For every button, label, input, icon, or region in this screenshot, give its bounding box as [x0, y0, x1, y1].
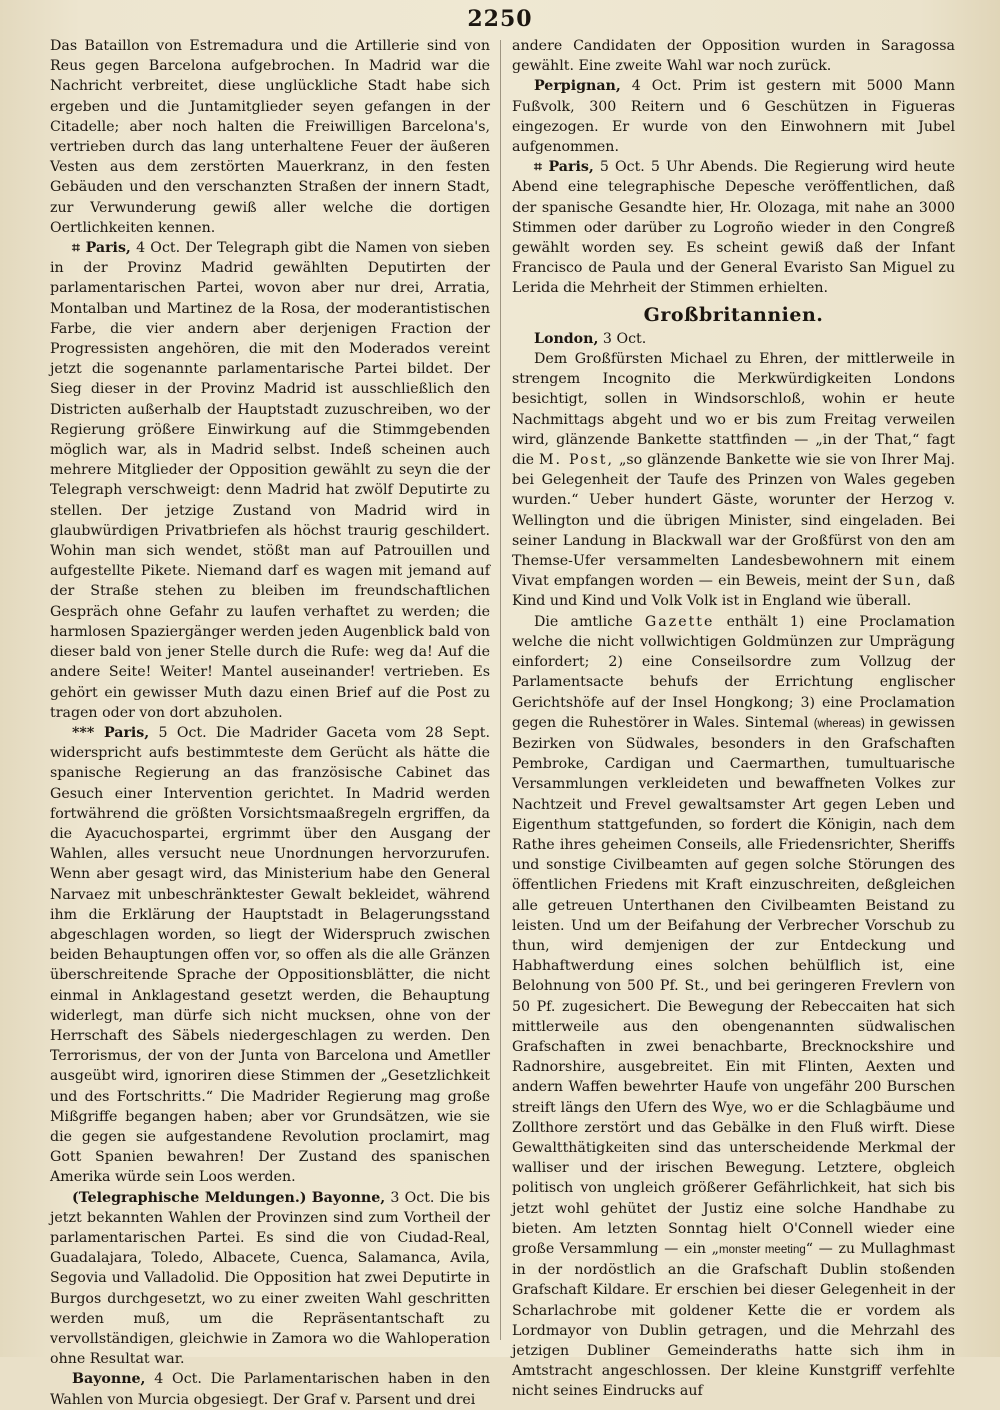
foreign-term: monster meeting — [719, 1243, 806, 1256]
dateline-date: 4 Oct. — [136, 240, 181, 257]
dateline-date: 4 Oct. — [631, 78, 682, 95]
column-divider — [500, 40, 501, 1340]
section-label: (Telegraphische Meldungen.) — [72, 1189, 307, 1206]
dateline-place: Bayonne, — [72, 1371, 146, 1388]
dateline-date: 4 Oct. — [154, 1371, 202, 1388]
article-text: Dem Großfürsten Michael zu Ehren, der mittlerweile in strengem Incognito die Merkwürdigkeiten Londons besichtigt, sollen in Windsorschloß, wohin er heute Nachmittags abgeht und wo er bis zum Freitag verweilen wird, glänzende Bankette stattfinden — „in der That,“ fagt die — [512, 351, 955, 469]
article-paragraph: Das Bataillon von Estremadura und die Artillerie sind von Reus gegen Barcelona aufgebrochen. In Madrid war die Nachricht verbreitet, diese unglückliche Stadt habe sich ergeben und die Juntamitglieder seyen gefangen in der Citadelle; aber noch halten die Freiwilligen Barcelona's, vertrieben durch das lang unterhaltene Feuer der äußeren Vesten aus dem zerstörten Mauerkranz, in den festen Gebäuden und den verschanzten Straßen der innern Stadt, zur Verwunderung gewiß aller welche die dortigen Oertlichkeiten kennen. — [50, 38, 490, 236]
article-paragraph — [512, 612, 955, 1402]
dateline-place: ⌗ Paris, — [534, 159, 594, 176]
article-text: Die Regierung wird heute Abend eine telegraphische Depesche veröffentlichen, daß der spanische Gesandte hier, Hr. Olozaga, mit nahe an 3000 Stimmen oder darüber zu Logroño wieder in den Congreß gewählt worden sey. Es scheint gewiß daß der Infant Francisco de Paula und der General Evaristo San Miguel zu Lerida die Mehrheit der Stimmen erhielten. — [512, 159, 956, 297]
page-number: 2250 — [467, 6, 533, 32]
dateline-date: 5 Oct. — [158, 724, 207, 741]
article-text: in gewissen Bezirken von Südwales, besonders in den Grafschaften Pembroke, Cardigan und Caermarthen, tumultuarische Versammlungen verkleideten und bewaffneten Volkes zur Nachtzeit und Frevel gewaltsamster Art gegen Leben und Eigenthum stattgefunden, so fordert die Königin, nach dem Rathe ihres geheimen Conseils, alle Friedensrichter, Sheriffs und sonstige Civilbeamten auf gegen solche Störungen des öffentlichen Friedens mit Kraft einzuschreiten, deßgleichen alle getreuen Unterthanen den Civilbeamten Beistand zu leisten. Und um der Beifahung der Verbrecher Vorschub zu thun, wird demjenigen der zur Entdeckung und Habhaftwerdung eines solchen behülflich ist, eine Belohnung von 500 Pf. St., und bei geringeren Frevlern von 50 Pf. zugesichert. Die Bewegung der Rebeccaiten hat sich mittlerweile aus den obengenannten südwalischen Grafschaften in zwei benachbarte, Brecknockshire und Radnorshire, ausgebreitet. Ein mit Flinten, Aexten und andern Waffen bewehrter Haufe von ungefähr 200 Burschen streift längs den Ufern des Wye, wo er die Schlagbäume und Zollthore zerstört und das Gebälke in den Fluß wirft. Diese Gewaltthätigkeiten sind das unterscheidende Merkmal der walliser und der irischen Bewegung. Letztere, obgleich politisch von ungleich größerer Gefährlichkeit, hat sich bis jetzt wohl gehütet der Justiz eine solche Handhabe zu bieten. Am letzten Sonntag hielt O'Connell wieder eine große Versammlung — ein „ — [512, 714, 955, 1257]
article-paragraph — [50, 1188, 490, 1370]
dateline — [512, 329, 955, 349]
dateline-date: 3 Oct. — [602, 330, 647, 347]
dateline-place: London, — [534, 330, 599, 347]
article-paragraph — [512, 349, 955, 612]
article-paragraph — [50, 238, 490, 723]
newspaper-name: Gazette — [644, 613, 715, 630]
right-column — [512, 36, 956, 1400]
article-text: Der Telegraph gibt die Namen von sieben in der Provinz Madrid gewählten Deputirten der parlamentarischen Partei, wovon aber nur drei, Arratia, Montalban und Martinez de la Rosa, der moderantistischen Farbe, die vier andern aber derjenigen Fraction der Progressisten angehören, die mit den Moderados vereint jetzt die sogenannte parlamentarische Partei bildet. Der Sieg dieser in der Provinz Madrid ist ausschließlich den Districten außerhalb der Hauptstadt zuzuschreiben, wo der Regierung größere Einwirkung auf die Stimmgebenden möglich war, als in Madrid selbst. Indeß scheinen auch mehrere Mitglieder der Opposition gewählt zu seyn die der Telegraph verschweigt: denn Madrid hat zwölf Deputirte zu stellen. Der jetzige Zustand von Madrid wird in glaubwürdigen Privatbriefen als höchst traurig geschildert. Wohin man sich wendet, stößt man auf Patrouillen und aufgestellte Pikete. Niemand darf es wagen mit jemand auf der Straße stehen zu bleiben im freundschaftlichen Gespräch ohne Gefahr zu laufen verhaftet zu werden; die harmlosen Spaziergänger werden jeden Augenblick bald von dieser bald von jener Stelle durch die Rufe: weg da! Auf die andere Seite! Weiter! Mantel auseinander! vertrieben. Es gehört ein gewisser Muth dazu einen Brief auf die Post zu tragen oder von dort abzuholen. — [50, 240, 491, 721]
article-paragraph — [512, 76, 955, 157]
article-paragraph — [50, 1369, 490, 1409]
newspaper-name: M. Post, — [538, 452, 614, 469]
article-text: daß Kind und Kind und Volk Volk ist in England wie überall. — [512, 573, 955, 610]
article-text: enthält 1) eine Proclamation welche die nicht vollwichtigen Goldmünzen zur Umprägung einfordert; 2) eine Conseilsordre zum Vollzug der Parlamentsacte behufs der Errichtung englischer Gerichtshöfe auf der Insel Hongkong; 3) eine Proclamation gegen die Ruhestörer in Wales. Sintemal — [512, 613, 955, 731]
article-paragraph — [512, 157, 955, 298]
dateline-date: 3 Oct. — [390, 1189, 435, 1206]
dateline-place: Bayonne, — [311, 1189, 386, 1206]
article-text: Prim ist gestern mit 5000 Mann Fußvolk, 300 Reitern und 6 Geschützen in Figueras eingezogen. Er wurde von den Einwohnern mit Jubel aufgenommen. — [512, 78, 955, 156]
article-text: „so glänzende Bankette wie sie von Ihrer Maj. bei Gelegenheit der Taufe des Prinzen von Wales gegeben wurden.“ Ueber hundert Gäste, worunter der Herzog v. Wellington und die übrigen Minister, sind eingeladen. Bei seiner Landung in Blackwall war der Großfürst von den am Themse-Ufer versammelten Landesbewohnern mit einem Vivat empfangen worden — ein Beweis, meint der — [512, 452, 955, 590]
dateline-date: 5 Oct. 5 Uhr Abends. — [599, 159, 758, 176]
newspaper-name: Sun, — [882, 573, 923, 590]
dateline-place: ⌗ Paris, — [72, 240, 131, 257]
article-text: Die Madrider Gaceta vom 28 Sept. widerspricht aufs bestimmteste dem Gerücht als hätte die spanische Regierung an das französische Cabinet das Gesuch einer Intervention gerichtet. In Madrid werden fortwährend die größten Vorsichtsmaaßregeln ergriffen, da die Ayacuchospartei, ergrimmt über den Ausgang der Wahlen, alles versucht neue Unordnungen hervorzurufen. Wenn aber gesagt wird, das Ministerium habe den General Narvaez mit unbeschränktester Gewalt bekleidet, während ihm die Erklärung der Hauptstadt in Belagerungsstand abgeschlagen worden, so liegt der Widerspruch zwischen beiden Behauptungen offen vor, so offen als die alle Gränzen überschreitende Sprache der Oppositionsblätter, die nicht einmal in Anklagestand gesetzt werden, die Behauptung widerlegt, man dürfe sich nicht mucksen, ohne von der Herrschaft des Säbels niedergeschlagen zu werden. Den Terrorismus, der von der Junta von Barcelona und Ametller ausgeübt wird, ignoriren diese Stimmen der „Gesetzlichkeit und des Fortschritts.“ Die Madrider Regierung mag große Mißgriffe begangen haben; aber vor Grundsätzen, wie sie die gegen sie aufgestandene Revolution proclamirt, mag Gott Spanien bewahren! Der Zustand des spanischen Amerika würde sein Loos werden. — [50, 724, 490, 1186]
article-paragraph: andere Candidaten der Opposition wurden in Saragossa gewählt. Eine zweite Wahl war noch zurück. — [512, 38, 955, 75]
foreign-term: (whereas) — [813, 717, 865, 730]
dateline-place: Perpignan, — [534, 78, 621, 95]
article-text: “ — zu Mullaghmast in der nordöstlich an die Grafschaft Dublin stoßenden Grafschaft Kildare. Er erschien bei dieser Gelegenheit in der Scharlachrobe mit goldener Kette die er vordem als Lordmayor von Dublin getragen, und die Mehrzahl des jetzigen Dubliner Gemeinderaths hatte sich ihm in Amtstracht angeschlossen. Der kleine Kunstgriff verfehlte nicht seines Eindrucks auf — [512, 1240, 955, 1400]
left-column — [50, 36, 491, 1408]
article-text: Die amtliche — [534, 613, 633, 630]
dateline-place: *** Paris, — [72, 724, 150, 741]
article-text: Die Parlamentarischen haben in den Wahlen von Murcia obgesiegt. Der Graf v. Parsent und drei — [50, 1371, 491, 1408]
article-paragraph — [50, 723, 490, 1188]
section-heading: Großbritannien. — [643, 303, 824, 326]
article-text: Die bis jetzt bekannten Wahlen der Provinzen sind zum Vortheil der parlamentarischen Partei. Es sind die von Ciudad-Real, Guadalajara, Toledo, Albacete, Cuenca, Salamanca, Avila, Segovia und Valladolid. Die Opposition hat zwei Deputirte in Burgos durchgesetzt, wo zu einer zweiten Wahl geschritten werden muß, um die Repräsentantschaft zu vervollständigen, gleichwie in Zamora wo die Wahloperation ohne Resultat war. — [50, 1189, 491, 1368]
